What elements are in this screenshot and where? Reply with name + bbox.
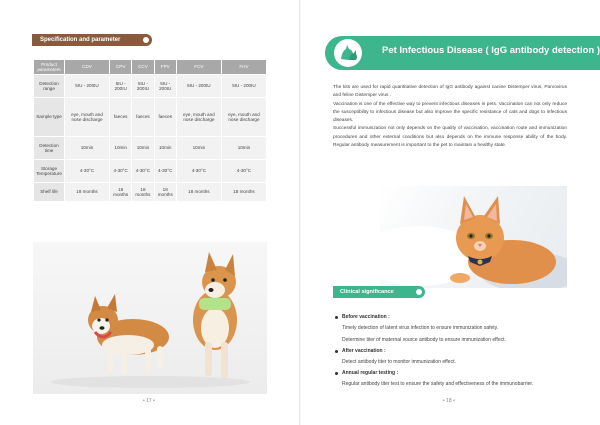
page-title: Pet Infectious Disease ( IgG antibody detection )	[382, 45, 600, 56]
list-item	[334, 346, 574, 368]
spec-header-cell: CCV	[132, 60, 153, 74]
table-cell: 18 months	[222, 183, 266, 201]
spec-header-cell: FHV	[222, 60, 266, 74]
table-cell: 5IU - 200IU	[65, 75, 109, 97]
spec-header-cell: Product parameters	[34, 60, 64, 74]
intro-paragraph: Vaccination is one of the effective way to prevent infectious diseases in pets. Vaccination can not only reduce the susceptibility to infectious disease but also improve the specific resistance of cats and dogs to infectious diseases.	[333, 101, 567, 124]
spec-header-cell: FCV	[177, 60, 221, 74]
table-cell: 18 months	[155, 183, 176, 201]
table-row	[34, 75, 266, 97]
dogs-illustration	[33, 242, 267, 394]
clinical-list	[334, 312, 574, 390]
row-label: Storage Temperature	[34, 160, 64, 182]
row-label: Sample type	[34, 98, 64, 136]
table-row	[34, 160, 266, 182]
clinical-section-header	[333, 286, 425, 298]
spec-table-header-row	[34, 60, 266, 74]
clinical-section-label: Clinical significance	[340, 289, 394, 295]
table-cell: 4-30°C	[222, 160, 266, 182]
shiba-figure	[193, 252, 237, 378]
spec-table	[33, 59, 267, 202]
table-row	[34, 137, 266, 159]
header-dot-icon	[416, 289, 422, 295]
pet-logo-icon	[334, 39, 362, 67]
list-item	[334, 312, 574, 346]
list-item-heading: After vaccination :	[334, 346, 574, 356]
table-cell: 5IU - 200IU	[222, 75, 266, 97]
spec-section-header	[32, 34, 152, 46]
table-cell: 5IU - 200IU	[110, 75, 131, 97]
table-cell: 4-30°C	[155, 160, 176, 182]
table-cell: 18 months	[177, 183, 221, 201]
table-row	[34, 183, 266, 201]
table-cell: 4-30°C	[177, 160, 221, 182]
table-cell: eye, mouth and nose discharge	[177, 98, 221, 136]
table-cell: eye, mouth and nose discharge	[222, 98, 266, 136]
book-gutter	[299, 0, 301, 425]
intro-paragraph: The kits are used for rapid quantitative detection of IgG antibody against canine Distemper virus, Parvovirus and feline Distemper virus .	[333, 85, 567, 99]
row-label: Shelf life	[34, 183, 64, 201]
table-cell: 5IU - 200IU	[132, 75, 153, 97]
table-cell: 18 months	[65, 183, 109, 201]
table-cell: 5IU - 200IU	[155, 75, 176, 97]
page-number-left: • 17 •	[143, 398, 155, 404]
intro-text	[333, 84, 567, 150]
table-cell: 10min	[155, 137, 176, 159]
spec-header-cell: CPV	[110, 60, 131, 74]
table-cell: 18 months	[132, 183, 153, 201]
table-cell: 5IU - 200IU	[177, 75, 221, 97]
table-cell: faeces	[155, 98, 176, 136]
row-label: Detection range	[34, 75, 64, 97]
list-item-line: Determine titer of maternal source antibody to ensure immunization effect.	[342, 337, 506, 343]
table-cell: faeces	[110, 98, 131, 136]
spec-header-cell: FPV	[155, 60, 176, 74]
spec-section-label: Specification and parameter	[40, 37, 121, 43]
table-cell: 18 months	[110, 183, 131, 201]
table-cell: 10min	[132, 137, 153, 159]
list-item	[334, 368, 574, 390]
list-item-line: Timely detection of latent virus infection to ensure immunization safety.	[342, 325, 499, 331]
list-item-heading: Annual regular testing :	[334, 368, 574, 378]
cat-illustration	[380, 186, 567, 288]
header-dot-icon	[143, 37, 149, 43]
table-cell: 10min	[177, 137, 221, 159]
table-cell: 4-30°C	[65, 160, 109, 182]
table-cell: 4-30°C	[110, 160, 131, 182]
dogs-photo	[33, 242, 267, 394]
table-cell: eye, mouth and nose discharge	[65, 98, 109, 136]
table-cell: 10min	[222, 137, 266, 159]
page-number-right: • 18 •	[443, 398, 455, 404]
intro-paragraph: Successful immunization not only depends on the quality of vaccination, vaccination route and immunization procedures and other external conditions but also depends on the immune response ability of the body. Regular antibody measurement is important to the pet to maintain a healthy state.	[333, 126, 567, 149]
table-cell: 10min	[110, 137, 131, 159]
table-cell: 10min	[65, 137, 109, 159]
table-cell: faeces	[132, 98, 153, 136]
table-row	[34, 98, 266, 136]
list-item-line: Regular antibody titer test to ensure the safety and effectiveness of the immunobarrier.	[342, 381, 534, 387]
list-item-line: Detect antibody titer to monitor immunization effect.	[342, 359, 456, 365]
row-label: Detection time	[34, 137, 64, 159]
table-cell: 4-30°C	[132, 160, 153, 182]
corgi-figure	[88, 294, 169, 374]
spec-header-cell: CDV	[65, 60, 109, 74]
list-item-heading: Before vaccination :	[334, 312, 574, 322]
cat-photo	[380, 186, 567, 288]
